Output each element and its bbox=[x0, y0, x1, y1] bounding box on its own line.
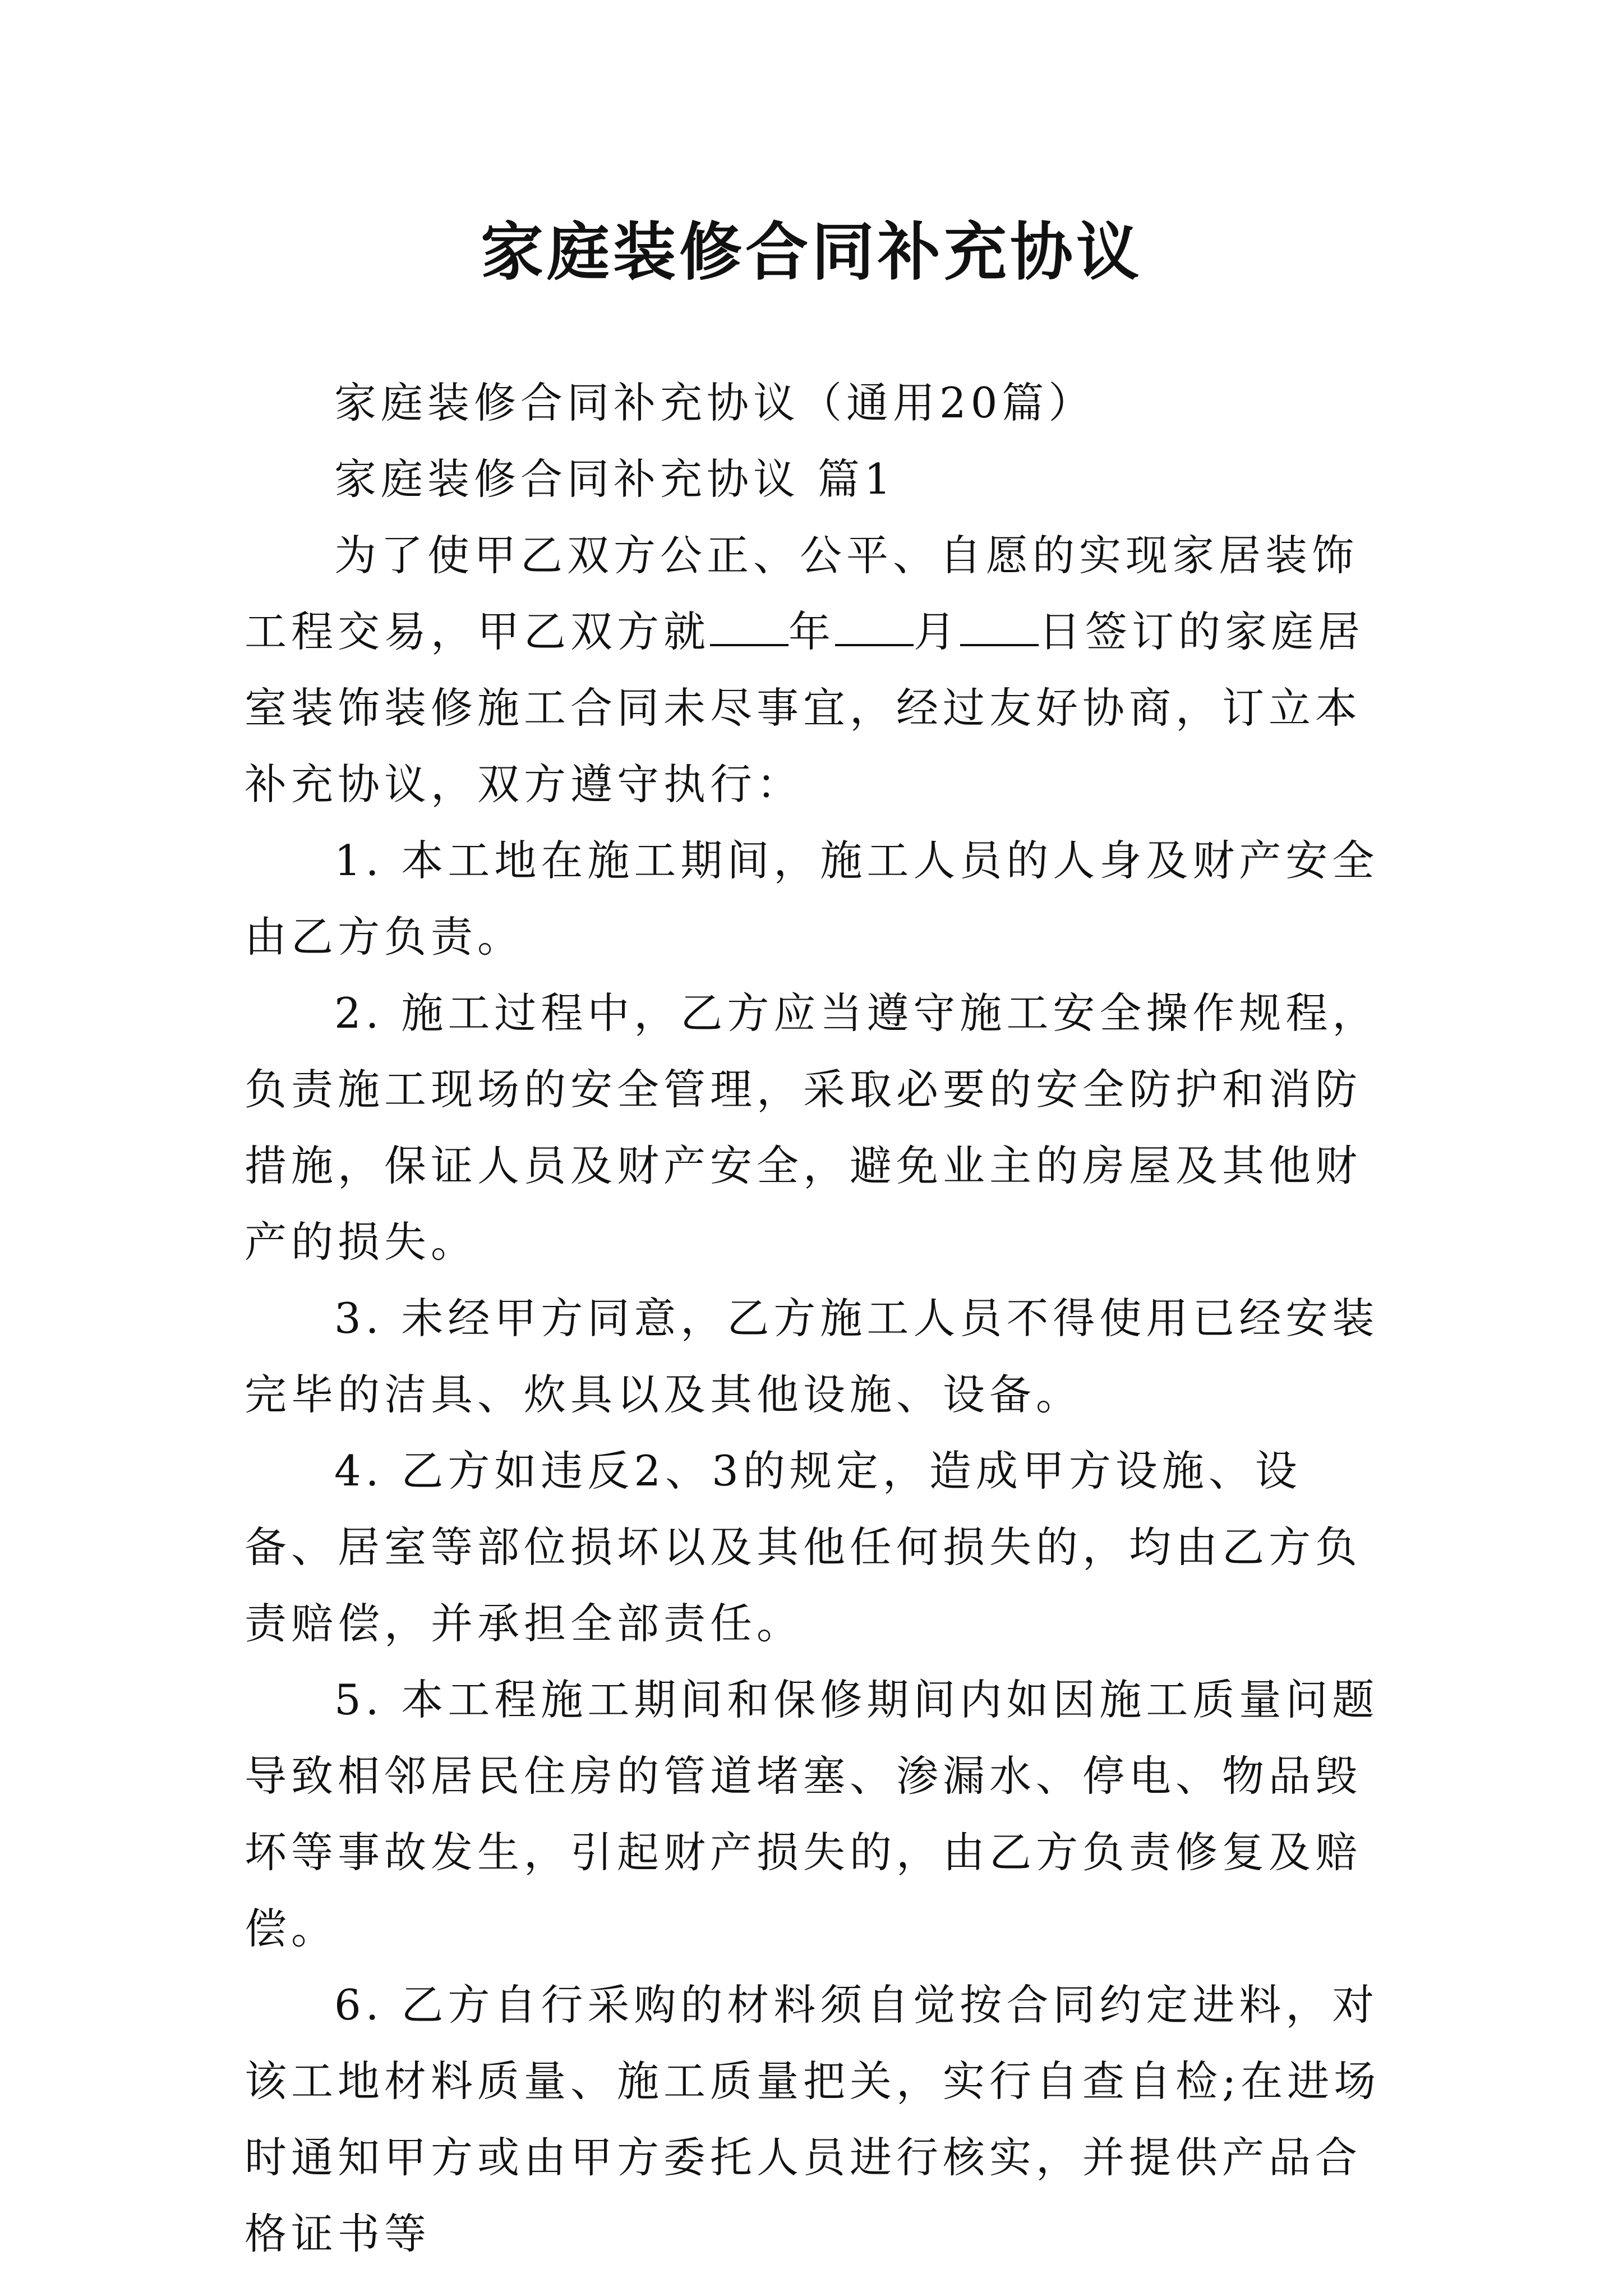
intro-paragraph bbox=[245, 517, 1389, 822]
blank-year bbox=[710, 610, 789, 646]
clause-1: 1. 本工地在施工期间，施工人员的人身及财产安全由乙方负责。 bbox=[245, 836, 1379, 961]
subtitle: 家庭装修合同补充协议（通用20篇） bbox=[334, 378, 1095, 427]
section-heading: 家庭装修合同补充协议 篇1 bbox=[334, 454, 896, 504]
clause-4: 4. 乙方如违反2、3的规定，造成甲方设施、设备、居室等部位损坏以及其他任何损失的，均由乙方负责赔偿，并承担全部责任。 bbox=[245, 1446, 1362, 1648]
clause-5: 5. 本工程施工期间和保修期间内如因施工质量问题导致相邻居民住房的管道堵塞、渗漏水、停电、物品毁坏等事故发生，引起财产损失的，由乙方负责修复及赔偿。 bbox=[245, 1675, 1379, 1953]
intro-month: 月 bbox=[914, 607, 961, 656]
clause-6: 6. 乙方自行采购的材料须自觉按合同约定进料，对该工地材料质量、施工质量把关，实行自查自检;在进场时通知甲方或由甲方委托人员进行核实，并提供产品合格证书等 bbox=[245, 1980, 1381, 2258]
clause-3: 3. 未经甲方同意，乙方施工人员不得使用已经安装完毕的洁具、炊具以及其他设施、设备。 bbox=[245, 1294, 1379, 1419]
intro-year: 年 bbox=[789, 607, 836, 656]
blank-day bbox=[960, 610, 1039, 646]
intro-text-1: 为了使甲乙双方公正、公平、自愿的实现家居装饰工程交易，甲乙双方就 bbox=[245, 531, 1359, 656]
document-body bbox=[245, 365, 1389, 2272]
intro-text-2: 日签订的家庭居室装饰装修施工合同未尽事宜，经过友好协商，订立本补充协议，双方遵守执行： bbox=[245, 607, 1365, 809]
blank-month bbox=[835, 610, 914, 646]
document-title: 家庭装修合同补充协议 bbox=[481, 215, 1142, 289]
clause-2: 2. 施工过程中，乙方应当遵守施工安全操作规程，负责施工现场的安全管理，采取必要的安全防护和消防措施，保证人员及财产安全，避免业主的房屋及其他财产的损失。 bbox=[245, 988, 1379, 1267]
